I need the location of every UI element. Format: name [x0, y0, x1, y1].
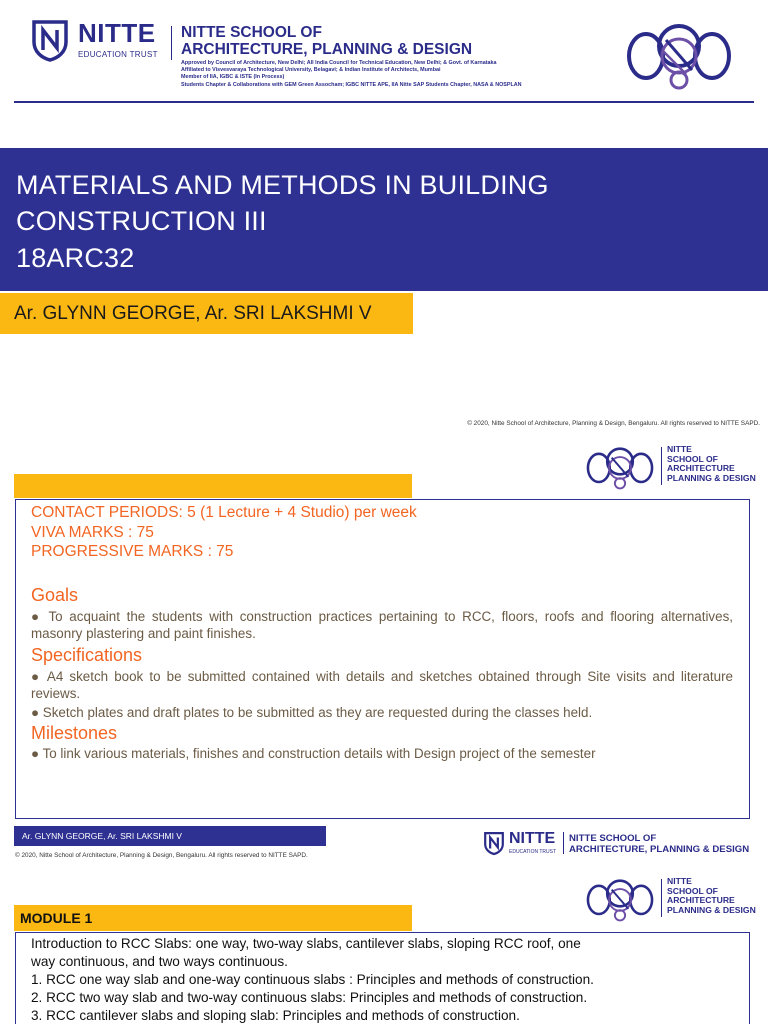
- mini-logo-line: ARCHITECTURE: [667, 463, 735, 474]
- footer-school-line: NITTE SCHOOL OF: [569, 833, 657, 844]
- specifications-bullet: ● A4 sketch book to be submitted contained with details and sketches obtained through Site visits and literature reviews.: [31, 669, 733, 701]
- authors: Ar. GLYNN GEORGE, Ar. SRI LAKSHMI V: [14, 303, 372, 324]
- milestones-bullet: ● To link various materials, finishes and construction details with Design project of the semester: [31, 746, 596, 761]
- mini-logo-divider: [661, 447, 662, 485]
- sapd-emblem-icon: [583, 441, 657, 491]
- mini-logo-line: NITTE: [667, 876, 692, 886]
- mini-logo-line: ARCHITECTURE: [667, 895, 735, 906]
- module-line: 3. RCC cantilever slabs and sloping slab: Principles and methods of construction.: [31, 1008, 520, 1023]
- approvals-line: Approved by Council of Architecture, New Delhi; All India Council for Technical Education, New Delhi; & Govt. of Karnataka: [181, 60, 497, 66]
- copyright-notice: © 2020, Nitte School of Architecture, Planning & Design, Bengaluru. All rights reserved to NITTE SAPD.: [467, 420, 760, 427]
- module-content-box: [15, 932, 750, 1024]
- footer-school-name: [569, 833, 749, 855]
- footer-logo-word: NITTE: [509, 830, 556, 847]
- author-band: [0, 293, 413, 334]
- nitte-shield-icon: [30, 18, 70, 62]
- module-label: MODULE 1: [20, 910, 93, 926]
- nitte-logo-subtitle: EDUCATION TRUST: [78, 50, 158, 59]
- mini-logo-text: [667, 445, 756, 483]
- mini-logo-line: PLANNING & DESIGN: [667, 472, 756, 483]
- course-title-line1: MATERIALS AND METHODS IN BUILDING: [16, 170, 549, 200]
- module-line: 2. RCC two way slab and two-way continuous slabs: Principles and methods of construction.: [31, 990, 588, 1005]
- approvals-text: [181, 60, 621, 89]
- approvals-line: Member of IIA, IGBC & ISTE (In Process): [181, 74, 285, 81]
- specifications-heading: Specifications: [31, 645, 143, 665]
- nitte-shield-icon: [483, 830, 505, 856]
- mini-logo-line: SCHOOL OF: [667, 885, 718, 896]
- contact-periods: CONTACT PERIODS: 5 (1 Lecture + 4 Studio) per week: [31, 504, 417, 521]
- milestones-heading: Milestones: [31, 723, 118, 743]
- footer-logo-divider: [563, 832, 564, 854]
- course-code: 18ARC32: [16, 243, 135, 273]
- mini-logo-line: PLANNING & DESIGN: [667, 904, 756, 915]
- goals-bullet: ● To acquaint the students with construction practices pertaining to RCC, floors, roofs and flooring alternatives, masonry plastering and paint finishes.: [31, 609, 733, 641]
- module-line: 1. RCC one way slab and one-way continuous slabs : Principles and methods of construction.: [31, 972, 594, 987]
- header-rule: [14, 101, 754, 103]
- module-heading-band: [14, 905, 412, 931]
- progressive-marks: PROGRESSIVE MARKS : 75: [31, 543, 234, 560]
- footer-logo-subtitle: EDUCATION TRUST: [509, 849, 557, 855]
- mini-sapd-logo: [583, 441, 758, 491]
- school-name-line1: NITTE SCHOOL OF: [181, 24, 322, 41]
- syllabus-content-box: [15, 499, 750, 819]
- school-name-line2: ARCHITECTURE, PLANNING & DESIGN: [181, 41, 473, 58]
- footer-nitte-logo: [483, 828, 763, 860]
- footer-authors: Ar. GLYNN GEORGE, Ar. SRI LAKSHMI V: [22, 831, 182, 841]
- module-line: Introduction to RCC Slabs: one way, two-way slabs, cantilever slabs, sloping RCC roof, one: [31, 936, 581, 951]
- mini-logo-line: SCHOOL OF: [667, 453, 718, 464]
- school-name: [181, 24, 472, 58]
- mini-logo-text: [667, 877, 756, 915]
- title-band: [0, 148, 768, 291]
- course-title-line2: CONSTRUCTION III: [16, 206, 267, 236]
- goals-heading: Goals: [31, 585, 79, 605]
- mini-logo-divider: [661, 879, 662, 917]
- viva-marks: VIVA MARKS : 75: [31, 524, 154, 541]
- specifications-bullet: ● Sketch plates and draft plates to be submitted as they are requested during the classes held.: [31, 705, 593, 720]
- syllabus-accent-bar: [14, 474, 412, 498]
- module-line: way continuous, and two ways continuous.: [31, 954, 288, 969]
- header-divider: [171, 26, 172, 60]
- slide-footer-band: [14, 826, 326, 846]
- approvals-line: Students Chapter & Collaborations with GEM Green Assocham; IGBC NITTE APE, IIA Nitte SAP Students Chapter, NASA & NOSPLAN: [181, 81, 522, 88]
- mini-logo-line: NITTE: [667, 444, 692, 454]
- nitte-logo-word: NITTE: [78, 18, 156, 48]
- slide-header: [0, 0, 768, 148]
- footer-school-line: ARCHITECTURE, PLANNING & DESIGN: [569, 844, 750, 855]
- copyright-notice: © 2020, Nitte School of Architecture, Planning & Design, Bengaluru. All rights reserved to NITTE SAPD.: [15, 852, 308, 859]
- nitte-logo: [30, 18, 162, 64]
- mini-sapd-logo: [583, 873, 758, 923]
- sapd-emblem-icon: [624, 14, 734, 92]
- approvals-line: Affiliated to Visvesvaraya Technological University, Belagavi; & Indian Institute of Architects, Mumbai: [181, 67, 441, 74]
- sapd-emblem-icon: [583, 873, 657, 923]
